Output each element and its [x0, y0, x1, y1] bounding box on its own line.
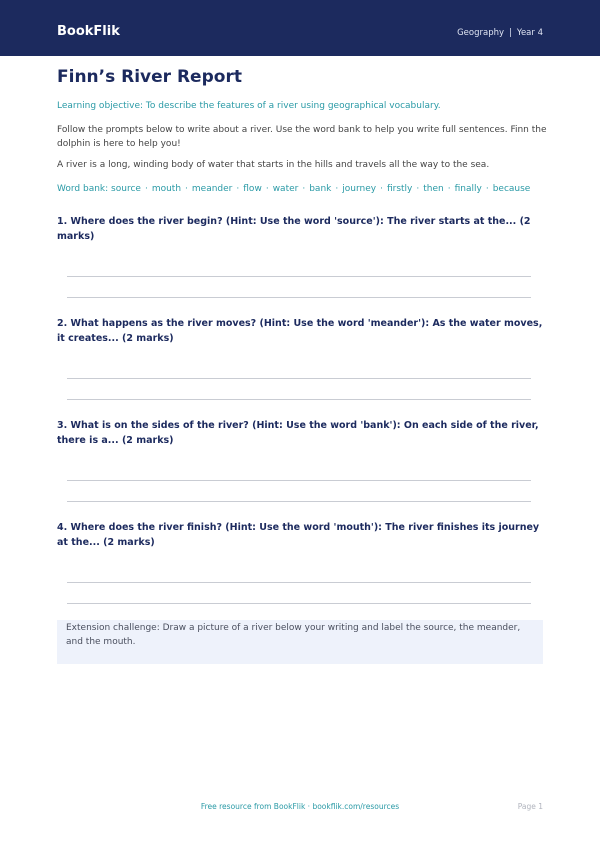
word-bank-separator: ·: [236, 184, 240, 194]
answer-line-2b[interactable]: [67, 399, 531, 400]
year-label: Year 4: [516, 28, 543, 38]
word-bank-word: meander: [191, 184, 233, 194]
word-bank-words: [111, 184, 530, 194]
answer-line-4a[interactable]: [67, 582, 531, 583]
question-1: 1. Where does the river begin? (Hint: Use the word 'source'): The river starts at the... (2 marks): [57, 216, 531, 242]
answer-line-1b[interactable]: [67, 297, 531, 298]
word-bank-word: then: [423, 184, 444, 194]
answer-line-1a[interactable]: [67, 276, 531, 277]
word-bank-word: journey: [342, 184, 377, 194]
answer-line-4b[interactable]: [67, 603, 531, 604]
word-bank-word: source: [111, 184, 141, 194]
answer-line-2a[interactable]: [67, 378, 531, 379]
word-bank-separator: ·: [447, 184, 451, 194]
page-header: [0, 0, 600, 56]
word-bank-word: water: [272, 184, 299, 194]
word-bank-separator: ·: [485, 184, 489, 194]
footer-credit: Free resource from BookFlik · bookflik.com/resources: [200, 802, 400, 811]
subject-year: [457, 27, 543, 39]
learning-objective: Learning objective: To describe the features of a river using geographical vocabulary.: [57, 101, 441, 111]
word-bank-word: flow: [243, 184, 262, 194]
word-bank-separator: ·: [265, 184, 269, 194]
word-bank-word: bank: [309, 184, 332, 194]
word-bank: [57, 183, 547, 196]
page-title: Finn’s River Report: [57, 67, 242, 87]
question-2: 2. What happens as the river moves? (Hint: Use the word 'meander'): As the water moves, it creates... (2 marks): [57, 318, 543, 344]
word-bank-word: because: [492, 184, 531, 194]
word-bank-separator: ·: [335, 184, 339, 194]
word-bank-separator: ·: [302, 184, 306, 194]
question-3: 3. What is on the sides of the river? (Hint: Use the word 'bank'): On each side of the river, there is a... (2 marks): [57, 420, 539, 446]
instructions: Follow the prompts below to write about a river. Use the word bank to help you write full sentences. Finn the dolphin is here to help you!: [57, 125, 547, 149]
brand-logo: BookFlik: [57, 24, 120, 39]
word-bank-separator: ·: [144, 184, 148, 194]
word-bank-word: finally: [454, 184, 482, 194]
subject-label: Geography: [457, 28, 505, 38]
question-4: 4. Where does the river finish? (Hint: Use the word 'mouth'): The river finishes its journey at the... (2 marks): [57, 522, 540, 548]
word-bank-word: firstly: [386, 184, 413, 194]
word-bank-word: mouth: [151, 184, 182, 194]
meta-separator: |: [509, 28, 512, 38]
word-bank-separator: ·: [416, 184, 420, 194]
river-definition: A river is a long, winding body of water that starts in the hills and travels all the way to the sea.: [57, 160, 490, 170]
word-bank-separator: ·: [185, 184, 188, 194]
word-bank-label: Word bank:: [57, 184, 109, 194]
word-bank-separator: ·: [380, 184, 383, 194]
answer-line-3a[interactable]: [67, 480, 531, 481]
extension-challenge: Extension challenge: Draw a picture of a river below your writing and label the source, the meander, and the mouth.: [57, 620, 543, 664]
answer-line-3b[interactable]: [67, 501, 531, 502]
page-number: Page 1: [517, 802, 543, 811]
